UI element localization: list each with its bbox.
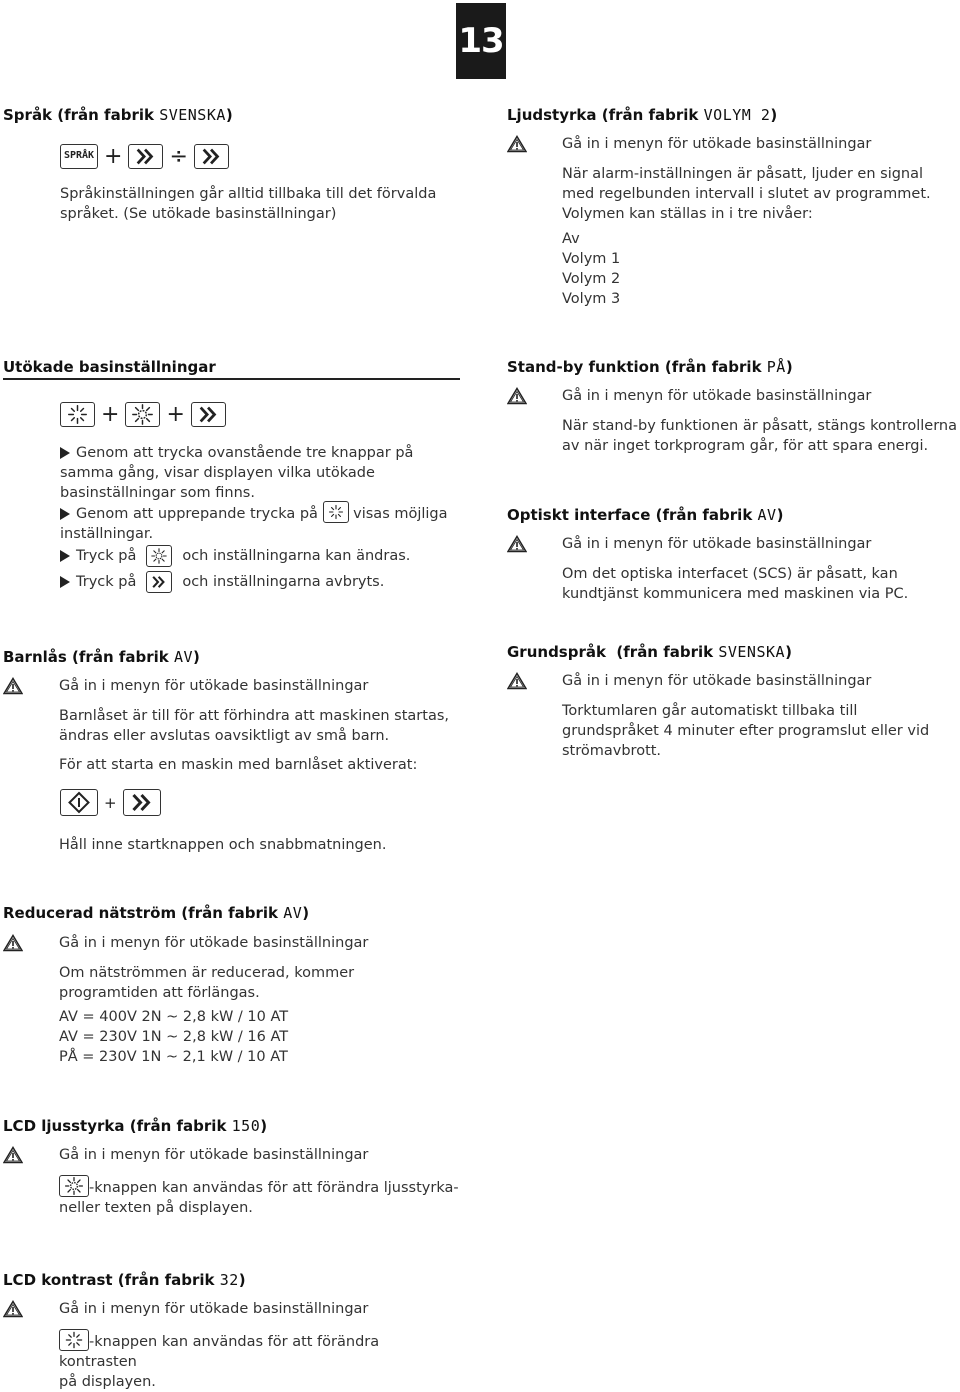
reducerad-heading: [3, 904, 309, 922]
warning-icon: [507, 672, 527, 690]
volume-level: Volym 1: [562, 251, 621, 267]
spec-line: AV = 230V 1N ~ 2,8 kW / 16 AT: [59, 1029, 289, 1045]
divide-sign: ÷: [169, 144, 188, 169]
utokade-step-4-text: Tryck på: [76, 574, 137, 590]
lcd-ljus-text: [59, 1175, 459, 1218]
grundsprak-title-close: ): [785, 643, 792, 661]
spec-line: AV = 400V 2N ~ 2,8 kW / 10 AT: [59, 1009, 289, 1025]
barnlas-hold-text: Håll inne startknappen och snabbmatningen.: [59, 837, 387, 853]
reducerad-factory-value: AV: [283, 904, 303, 922]
optiskt-heading: [507, 506, 783, 524]
lcd-kontrast-factory-value: 32: [219, 1271, 239, 1289]
select-button[interactable]: [146, 545, 172, 567]
reducerad-title: Reducerad nätström (från fabrik: [3, 904, 284, 922]
volume-level: Av: [562, 231, 580, 247]
utokade-step-3-text: Tryck på: [76, 548, 137, 564]
standby-heading: [507, 358, 793, 376]
utokade-step-4: [60, 571, 384, 593]
double-chevron-icon: [147, 572, 171, 592]
brightness-button[interactable]: [59, 1329, 89, 1351]
brightness-button[interactable]: [60, 402, 95, 427]
double-chevron-icon: [124, 790, 160, 815]
brightness-button[interactable]: [59, 1175, 89, 1197]
chevrons-button[interactable]: [194, 144, 229, 169]
sprak-button[interactable]: SPRÅK: [60, 144, 98, 169]
lcd-kontrast-menu: Gå in i menyn för utökade basinställningar: [59, 1301, 369, 1317]
sprak-button-combo: [60, 144, 229, 169]
lcd-ljus-heading: [3, 1117, 267, 1135]
utokade-button-combo: [60, 402, 226, 427]
plus-sign: +: [104, 793, 117, 812]
utokade-step-3: [60, 545, 410, 567]
grundsprak-title: Grundspråk (från fabrik: [507, 643, 719, 661]
arrow-right-icon: [60, 508, 70, 520]
barnlas-heading: [3, 648, 200, 666]
sun-open-icon: [60, 1330, 88, 1350]
grundsprak-text: Torktumlaren går automatiskt tillbaka till grundspråket 4 minuter efter programslut eller vid strömavbrott.: [562, 703, 930, 759]
reducerad-specs: [59, 1007, 288, 1067]
lcd-kontrast-text-1: -knappen kan användas för att förändra kontrasten: [59, 1334, 380, 1370]
ljudstyrka-title: Ljudstyrka (från fabrik: [507, 106, 704, 124]
page-number: 13: [456, 3, 506, 79]
sprak-text: Språkinställningen går alltid tillbaka till det förvalda språket. (Se utökade basinställningar): [60, 186, 437, 222]
optiskt-text: Om det optiska interfacet (SCS) är påsatt, kan kundtjänst kommunicera med maskinen via PC.: [562, 566, 909, 602]
volume-level: Volym 2: [562, 271, 621, 287]
sun-open-icon: [61, 403, 94, 426]
warning-icon: [507, 135, 527, 153]
utokade-step-2-text-b: visas möjliga: [353, 506, 448, 522]
arrow-right-icon: [60, 550, 70, 562]
sun-open-icon: [324, 502, 348, 522]
reducerad-menu: Gå in i menyn för utökade basinställningar: [59, 935, 369, 951]
section-divider: [3, 378, 460, 380]
sprak-factory-value: SVENSKA: [159, 106, 226, 124]
ljudstyrka-heading: [507, 106, 777, 124]
utokade-step-1-text: Genom att trycka ovanstående tre knappar på samma gång, visar displayen vilka utökade basinställningar som finns.: [60, 445, 414, 501]
lcd-kontrast-title-close: ): [238, 1271, 246, 1289]
lcd-ljus-text-2: neller texten på displayen.: [59, 1200, 253, 1216]
chevrons-button[interactable]: [123, 789, 161, 816]
start-button[interactable]: [60, 789, 98, 816]
double-chevron-icon: [195, 145, 228, 168]
chevrons-button[interactable]: [146, 571, 172, 593]
lcd-ljus-menu: Gå in i menyn för utökade basinställningar: [59, 1147, 369, 1163]
utokade-step-2: [60, 501, 455, 544]
sun-full-icon: [126, 403, 159, 426]
warning-icon: [3, 934, 23, 952]
barnlas-menu: Gå in i menyn för utökade basinställningar: [59, 678, 369, 694]
plus-sign: +: [166, 402, 185, 427]
barnlas-text: Barnlåset är till för att förhindra att maskinen startas, ändras eller avslutas oavsiktligt av små barn.: [59, 708, 449, 744]
ljudstyrka-menu: Gå in i menyn för utökade basinställningar: [562, 136, 872, 152]
chevrons-button[interactable]: [128, 144, 163, 169]
warning-icon: [3, 677, 23, 695]
standby-menu: Gå in i menyn för utökade basinställningar: [562, 388, 872, 404]
lcd-kontrast-text-2: på displayen.: [59, 1374, 156, 1390]
standby-text: När stand-by funktionen är påsatt, stängs kontrollerna av när inget torkprogram går, för att spara energi.: [562, 418, 957, 454]
spec-line: PÅ = 230V 1N ~ 2,1 kW / 10 AT: [59, 1049, 288, 1065]
barnlas-title: Barnlås (från fabrik: [3, 648, 174, 666]
plus-sign: +: [104, 144, 123, 169]
grundsprak-menu: Gå in i menyn för utökade basinställningar: [562, 673, 872, 689]
utokade-title: Utökade basinställningar: [3, 358, 216, 376]
optiskt-menu: Gå in i menyn för utökade basinställningar: [562, 536, 872, 552]
lcd-ljus-text-1: -knappen kan användas för att förändra ljusstyrka-: [89, 1180, 459, 1196]
ljudstyrka-factory-value: VOLYM 2: [703, 106, 771, 124]
utokade-step-1: [60, 443, 455, 503]
lcd-ljus-title: LCD ljusstyrka (från fabrik: [3, 1117, 232, 1135]
reducerad-text: Om nätströmmen är reducerad, kommer programtiden att förlängas.: [59, 965, 355, 1001]
start-diamond-icon: [61, 790, 97, 815]
select-button[interactable]: [125, 402, 160, 427]
warning-icon: [507, 387, 527, 405]
arrow-right-icon: [60, 576, 70, 588]
barnlas-factory-value: AV: [173, 648, 194, 666]
standby-title-close: ): [785, 358, 793, 376]
warning-icon: [507, 535, 527, 553]
lcd-ljus-factory-value: 150: [231, 1117, 261, 1135]
sprak-title: Språk (från fabrik: [3, 106, 160, 124]
chevrons-button[interactable]: [191, 402, 226, 427]
utokade-step-4-text-b: och inställningarna avbryts.: [182, 574, 385, 590]
lcd-kontrast-heading: [3, 1271, 246, 1289]
double-chevron-icon: [129, 145, 162, 168]
utokade-step-3-text-b: och inställningarna kan ändras.: [182, 548, 411, 564]
lcd-kontrast-text: [59, 1329, 459, 1392]
barnlas-text-2: För att starta en maskin med barnlåset aktiverat:: [59, 757, 418, 773]
grundsprak-heading: [507, 643, 792, 661]
sprak-title-close: ): [225, 106, 233, 124]
plus-sign: +: [101, 402, 120, 427]
ljudstyrka-text: När alarm-inställningen är påsatt, ljuder en signal med regelbunden intervall i slutet av programmet. Volymen kan ställas in i tre nivåer:: [562, 166, 931, 222]
warning-icon: [3, 1300, 23, 1318]
optiskt-title: Optiskt interface (från fabrik: [507, 506, 758, 524]
arrow-right-icon: [60, 447, 70, 459]
barnlas-button-combo: [60, 789, 161, 816]
optiskt-title-close: ): [776, 506, 784, 524]
double-chevron-icon: [192, 403, 225, 426]
warning-icon: [3, 1146, 23, 1164]
brightness-button[interactable]: [323, 501, 349, 523]
standby-title: Stand-by funktion (från fabrik: [507, 358, 767, 376]
volume-levels: [562, 229, 620, 309]
reducerad-title-close: ): [302, 904, 310, 922]
volume-level: Volym 3: [562, 291, 621, 307]
utokade-step-2-text: Genom att upprepande trycka på: [76, 506, 318, 522]
ljudstyrka-title-close: ): [770, 106, 778, 124]
optiskt-factory-value: AV: [757, 506, 777, 524]
grundsprak-factory-value: SVENSKA: [718, 643, 786, 661]
lcd-kontrast-title: LCD kontrast (från fabrik: [3, 1271, 220, 1289]
barnlas-title-close: ): [193, 648, 200, 666]
standby-factory-value: PÅ: [766, 358, 786, 376]
sun-full-icon: [60, 1176, 88, 1196]
sun-full-icon: [147, 546, 171, 566]
lcd-ljus-title-close: ): [260, 1117, 268, 1135]
utokade-step-2-text-c: inställningar.: [60, 526, 154, 542]
sprak-heading: [3, 106, 233, 124]
